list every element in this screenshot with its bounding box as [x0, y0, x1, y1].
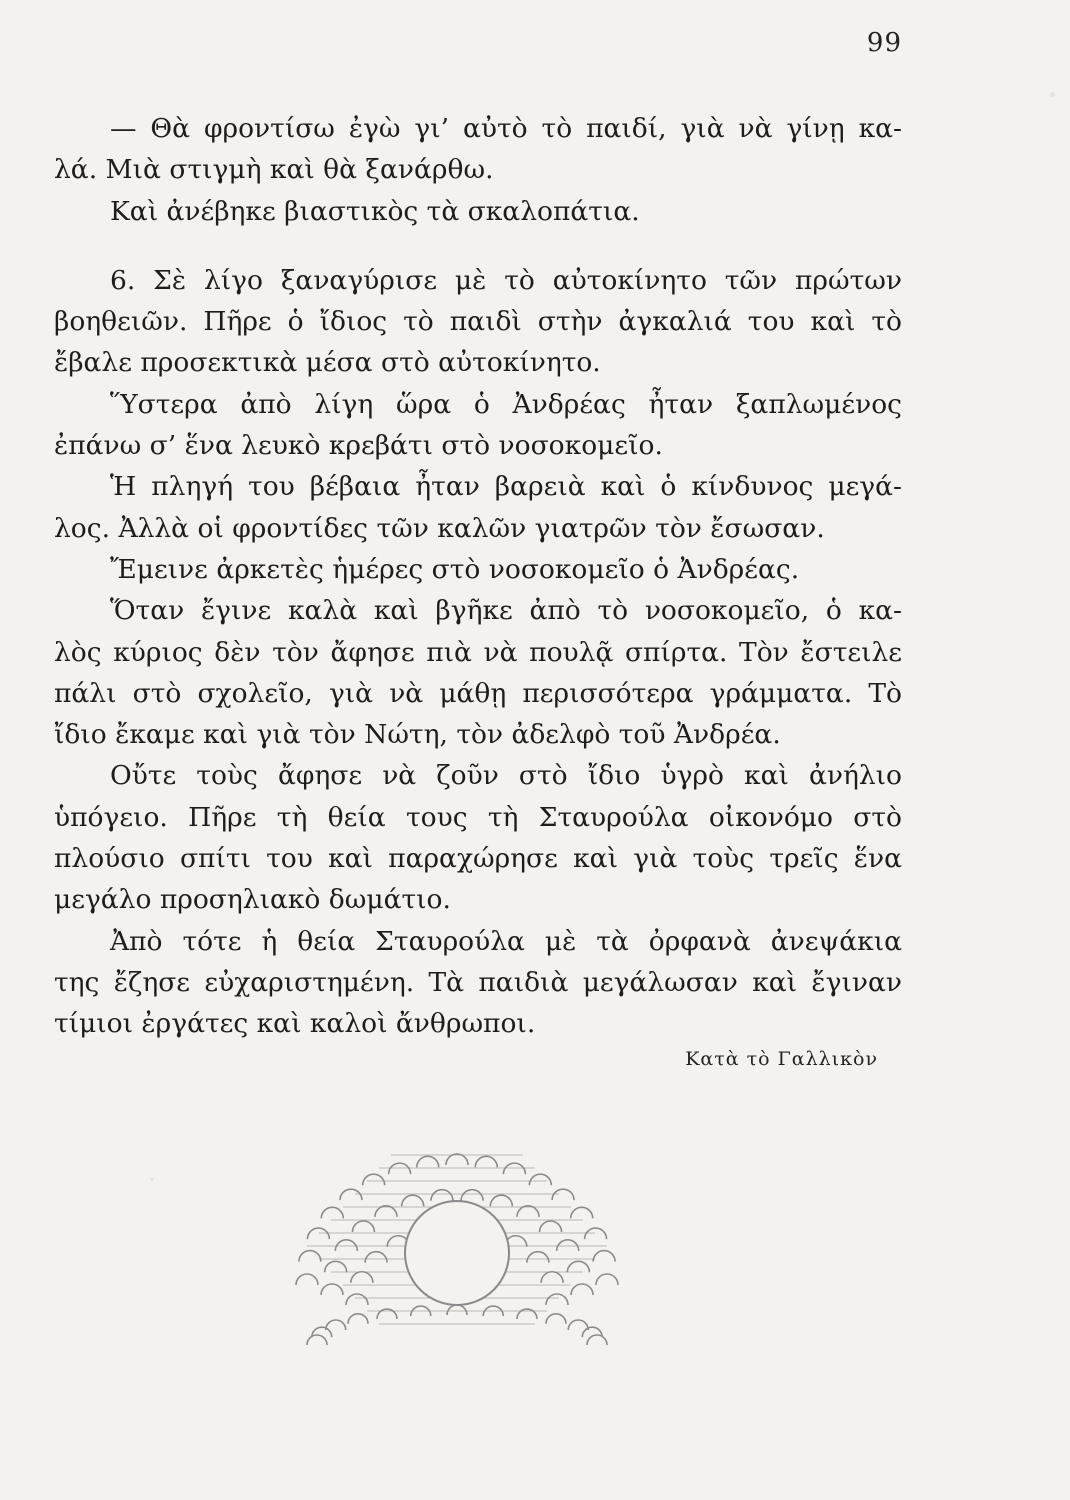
text-line: λὸς κύριος δὲν τὸν ἄφησε πιὰ νὰ πουλᾷ σπίρτα. Τὸν ἔστειλε [54, 636, 902, 668]
text-line: ἔβαλε προσεκτικὰ μέσα στὸ αὐτοκίνητο. [54, 347, 601, 379]
text-line: μεγάλο προσηλιακὸ δωμάτιο. [54, 884, 451, 916]
text-line: πλούσιο σπίτι του καὶ παραχώρησε καὶ γιὰ τοὺς τρεῖς ἕνα [54, 843, 902, 875]
text-line: ἐπάνω σ’ ἕνα λευκὸ κρεβάτι στὸ νοσοκομεῖο. [54, 430, 663, 462]
text-line: Οὔτε τοὺς ἄφησε νὰ ζοῦν στὸ ἴδιο ὑγρὸ καὶ ἀνήλιο [110, 760, 902, 792]
text-line: 6. Σὲ λίγο ξαναγύρισε μὲ τὸ αὐτοκίνητο τῶν πρώτων [110, 264, 902, 296]
text-line: Ἡ πληγή του βέβαια ἦταν βαρειὰ καὶ ὁ κίνδυνος μεγά- [110, 471, 902, 503]
sun-over-clouds-ornament-icon [292, 1135, 622, 1355]
text-line: τίμιοι ἐργάτες καὶ καλοὶ ἄνθρωποι. [54, 1008, 536, 1040]
text-line: βοηθειῶν. Πῆρε ὁ ἴδιος τὸ παιδὶ στὴν ἀγκαλιά του καὶ τὸ [54, 306, 902, 338]
text-line: λος. Ἀλλὰ οἱ φροντίδες τῶν καλῶν γιατρῶν τὸν ἔσωσαν. [54, 512, 825, 544]
text-line: της ἔζησε εὐχαριστημένη. Τὰ παιδιὰ μεγάλωσαν καὶ ἔγιναν [54, 966, 902, 998]
source-attribution: Κατὰ τὸ Γαλλικὸν [685, 1048, 878, 1070]
text-line: Ὕστερα ἀπὸ λίγη ὥρα ὁ Ἀνδρέας ἦταν ξαπλωμένος [110, 388, 902, 420]
sun-circle [405, 1201, 509, 1305]
page-number: 99 [866, 28, 902, 58]
text-line: — Θὰ φροντίσω ἐγὼ γι’ αὐτὸ τὸ παιδί, γιὰ νὰ γίνῃ κα- [110, 113, 902, 144]
text-line: λά. Μιὰ στιγμὴ καὶ θὰ ξανάρθω. [54, 154, 494, 186]
text-line: Καὶ ἀνέβηκε βιαστικὸς τὰ σκαλοπάτια. [110, 195, 640, 227]
section-gap [54, 232, 902, 260]
story-text [54, 108, 902, 1045]
text-line: Ἔμεινε ἀρκετὲς ἡμέρες στὸ νοσοκομεῖο ὁ Ἀνδρέας. [110, 553, 800, 585]
text-line: Ἀπὸ τότε ἡ θεία Σταυρούλα μὲ τὰ ὀρφανὰ ἀνεψάκια [110, 925, 902, 957]
text-line: ὑπόγειο. Πῆρε τὴ θεία τους τὴ Σταυρούλα οἰκονόμο στὸ [54, 801, 902, 833]
text-line: Ὅταν ἔγινε καλὰ καὶ βγῆκε ἀπὸ τὸ νοσοκομεῖο, ὁ κα- [110, 595, 902, 627]
text-line: ἴδιο ἔκαμε καὶ γιὰ τὸν Νώτη, τὸν ἀδελφὸ τοῦ Ἀνδρέα. [54, 719, 781, 751]
text-line: πάλι στὸ σχολεῖο, γιὰ νὰ μάθῃ περισσότερα γράμματα. Τὸ [54, 677, 902, 709]
